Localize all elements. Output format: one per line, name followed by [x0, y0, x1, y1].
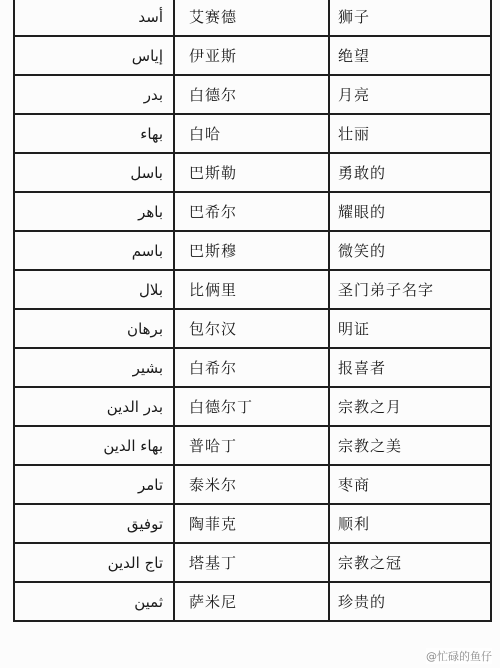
table-row [14, 426, 491, 465]
arabic-name-cell: توفيق [14, 504, 174, 543]
meaning-cell: 宗教之美 [329, 426, 491, 465]
arabic-name-cell: أسد [14, 0, 174, 36]
table-row [14, 387, 491, 426]
meaning-cell: 枣商 [329, 465, 491, 504]
table-row [14, 114, 491, 153]
meaning-cell: 圣门弟子名字 [329, 270, 491, 309]
table-row [14, 153, 491, 192]
transliteration-cell: 巴斯勒 [174, 153, 329, 192]
meaning-cell: 报喜者 [329, 348, 491, 387]
names-table [13, 0, 492, 622]
meaning-cell: 宗教之月 [329, 387, 491, 426]
meaning-cell: 壮丽 [329, 114, 491, 153]
meaning-cell: 明证 [329, 309, 491, 348]
transliteration-cell: 塔基丁 [174, 543, 329, 582]
table-row [14, 582, 491, 621]
transliteration-cell: 陶菲克 [174, 504, 329, 543]
meaning-cell: 顺利 [329, 504, 491, 543]
transliteration-cell: 萨米尼 [174, 582, 329, 621]
transliteration-cell: 巴斯穆 [174, 231, 329, 270]
meaning-cell: 宗教之冠 [329, 543, 491, 582]
arabic-name-cell: بدر [14, 75, 174, 114]
transliteration-cell: 包尔汉 [174, 309, 329, 348]
transliteration-cell: 泰米尔 [174, 465, 329, 504]
meaning-cell: 微笑的 [329, 231, 491, 270]
table-row [14, 504, 491, 543]
arabic-name-cell: بهاء [14, 114, 174, 153]
table-row [14, 465, 491, 504]
watermark: @忙碌的鱼仔 [426, 650, 492, 663]
arabic-name-cell: إياس [14, 36, 174, 75]
arabic-name-cell: بدر الدين [14, 387, 174, 426]
table-row [14, 0, 491, 36]
meaning-cell: 月亮 [329, 75, 491, 114]
table-row [14, 348, 491, 387]
transliteration-cell: 白哈 [174, 114, 329, 153]
meaning-cell: 狮子 [329, 0, 491, 36]
table-row [14, 75, 491, 114]
arabic-name-cell: ثمين [14, 582, 174, 621]
arabic-name-cell: باسم [14, 231, 174, 270]
arabic-name-cell: باسل [14, 153, 174, 192]
arabic-name-cell: بلال [14, 270, 174, 309]
arabic-name-cell: باهر [14, 192, 174, 231]
meaning-cell: 勇敢的 [329, 153, 491, 192]
table-row [14, 192, 491, 231]
table-row [14, 231, 491, 270]
table-row [14, 270, 491, 309]
arabic-name-cell: بهاء الدين [14, 426, 174, 465]
transliteration-cell: 艾赛德 [174, 0, 329, 36]
transliteration-cell: 伊亚斯 [174, 36, 329, 75]
table-row [14, 309, 491, 348]
transliteration-cell: 比俩里 [174, 270, 329, 309]
arabic-name-cell: تاج الدين [14, 543, 174, 582]
transliteration-cell: 白德尔丁 [174, 387, 329, 426]
arabic-name-cell: برهان [14, 309, 174, 348]
transliteration-cell: 白德尔 [174, 75, 329, 114]
meaning-cell: 绝望 [329, 36, 491, 75]
table-row [14, 543, 491, 582]
transliteration-cell: 普哈丁 [174, 426, 329, 465]
meaning-cell: 珍贵的 [329, 582, 491, 621]
table-row [14, 36, 491, 75]
meaning-cell: 耀眼的 [329, 192, 491, 231]
transliteration-cell: 白希尔 [174, 348, 329, 387]
names-table-body [14, 0, 491, 621]
arabic-name-cell: بشير [14, 348, 174, 387]
transliteration-cell: 巴希尔 [174, 192, 329, 231]
arabic-name-cell: تامر [14, 465, 174, 504]
